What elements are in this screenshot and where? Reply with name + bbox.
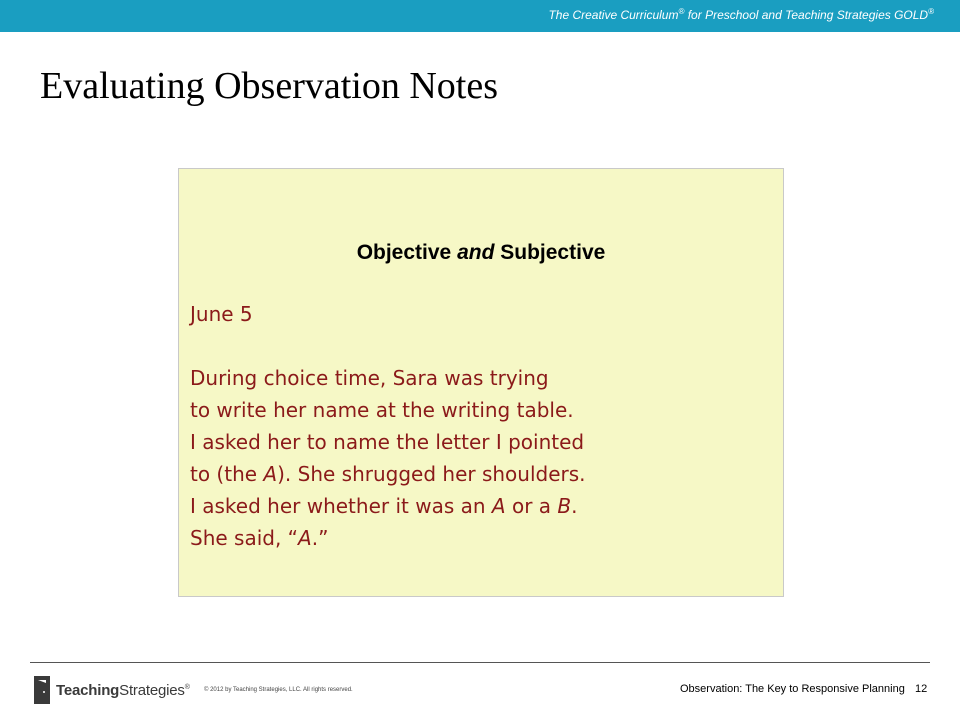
footer-divider	[30, 662, 930, 663]
copyright-notice: © 2012 by Teaching Strategies, LLC. All rights reserved.	[204, 687, 353, 693]
page-number: 12	[915, 683, 928, 695]
note-line: I asked her to name the letter I pointed	[190, 430, 585, 454]
note-date: June 5	[190, 302, 253, 326]
footer-presentation-title: Observation: The Key to Responsive Planning	[680, 683, 905, 695]
note-line: to (the A). She shrugged her shoulders.	[190, 462, 586, 486]
note-line: During choice time, Sara was trying	[190, 366, 549, 390]
note-line: She said, “A.”	[190, 526, 329, 550]
note-line: to write her name at the writing table.	[190, 398, 574, 422]
header-tagline: The Creative Curriculum® for Preschool and Teaching Strategies GOLD®	[548, 7, 934, 22]
note-body	[190, 298, 586, 554]
observation-note-card	[178, 168, 784, 597]
logo-wordmark: TeachingStrategies®	[56, 681, 190, 699]
note-line: I asked her whether it was an A or a B.	[190, 494, 578, 518]
header-bar	[0, 0, 960, 32]
note-heading: Objective and Subjective	[356, 241, 606, 264]
door-logo-icon	[34, 676, 50, 704]
slide-title: Evaluating Observation Notes	[40, 65, 499, 107]
teaching-strategies-logo[interactable]	[34, 676, 190, 704]
